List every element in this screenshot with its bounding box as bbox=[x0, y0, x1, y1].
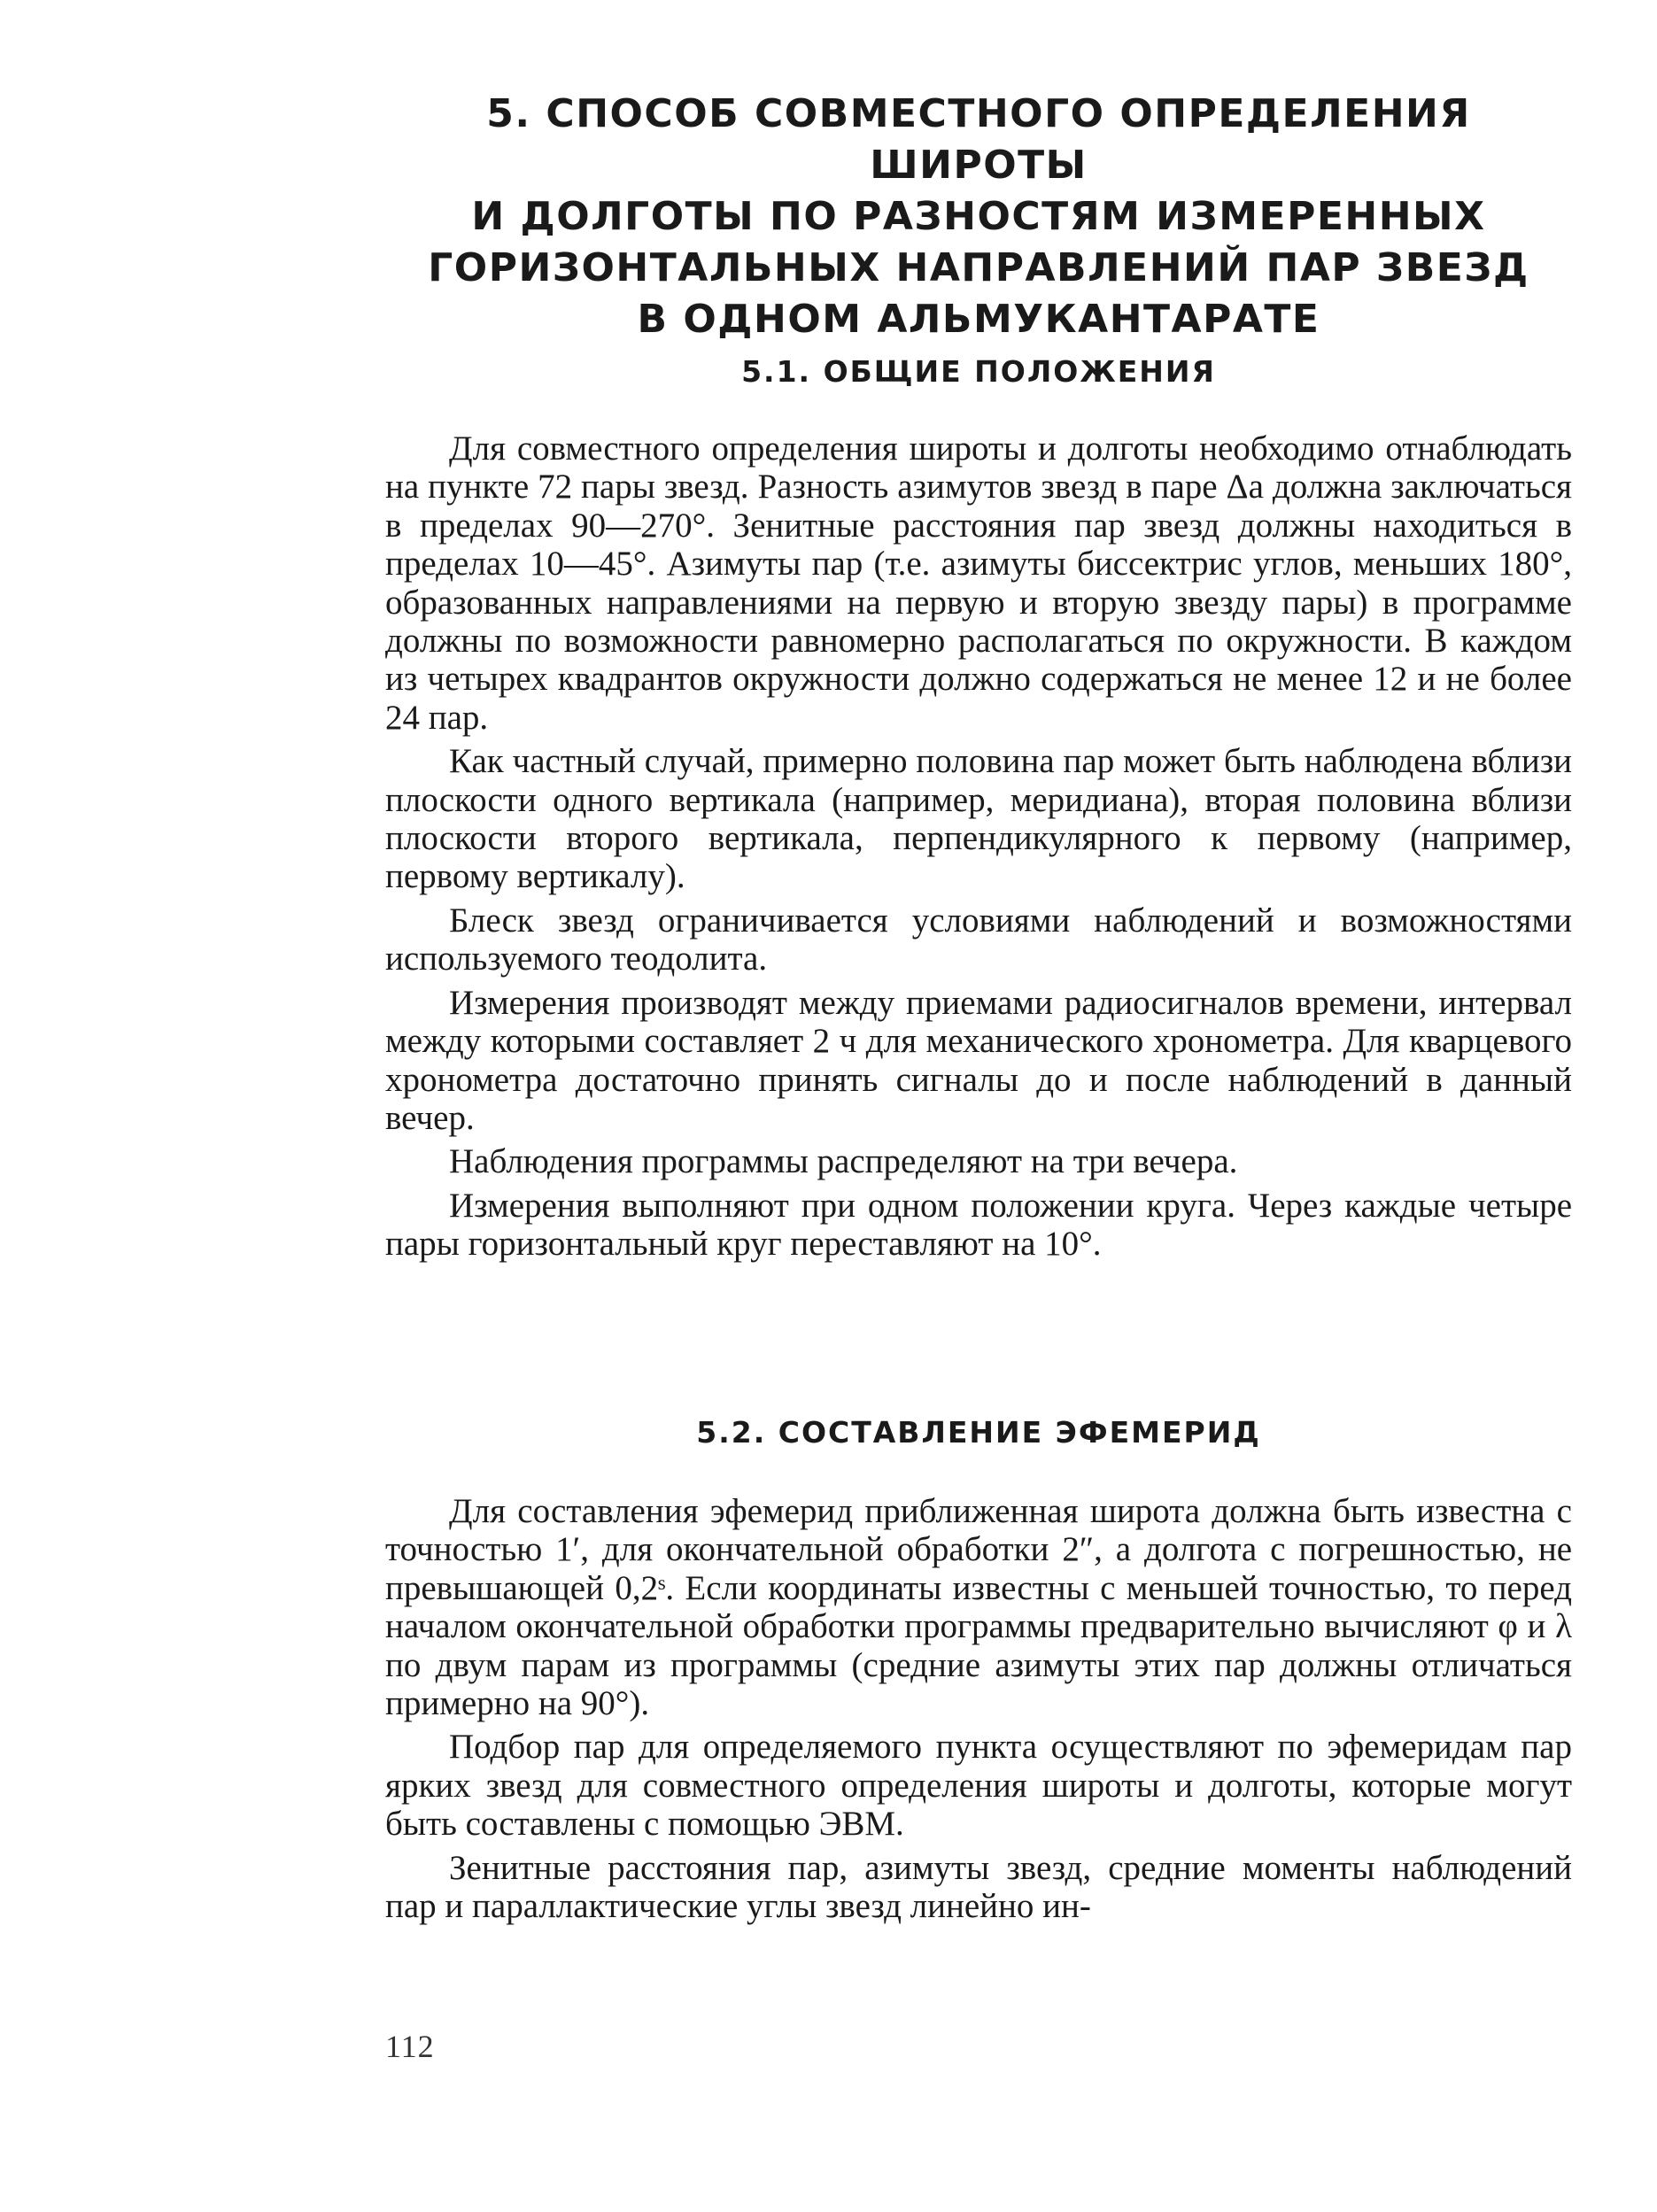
section-body-general-provisions bbox=[385, 429, 1572, 1269]
chapter-title-line: ГОРИЗОНТАЛЬНЫХ НАПРАВЛЕНИЙ ПАР ЗВЕЗД bbox=[428, 245, 1529, 290]
paragraph: Измерения производят между приемами радиосигналов времени, интервал между которыми составляет 2 ч для механического хронометра. Для кварцевого хронометра достаточно принять сигналы до и после наблюдений в данный вечер. bbox=[385, 983, 1572, 1137]
paragraph: Зенитные расстояния пар, азимуты звезд, средние моменты наблюдений пар и параллактические углы звезд линейно ин- bbox=[385, 1848, 1572, 1926]
section-body-ephemeris bbox=[385, 1492, 1572, 1930]
document-page bbox=[385, 89, 1572, 1926]
paragraph: Наблюдения программы распределяют на три вечера. bbox=[449, 1142, 1238, 1181]
section-title-ephemeris: 5.2. СОСТАВЛЕНИЕ ЭФЕМЕРИД bbox=[696, 1415, 1261, 1450]
section-title-general-provisions: 5.1. ОБЩИЕ ПОЛОЖЕНИЯ bbox=[741, 354, 1216, 389]
paragraph: Для составления эфемерид приближенная широта должна быть известна с точностью 1′, для окончательной обработки 2″, а долгота с погрешностью, не превышающей 0,2ˢ. Если координаты известны с меньшей точностью, то перед началом окончательной обработки программы предварительно вычисляют φ и λ по двум парам из программы (средние азимуты этих пар должны отличаться примерно на 90°). bbox=[385, 1492, 1572, 1723]
chapter-title-line: И ДОЛГОТЫ ПО РАЗНОСТЯМ ИЗМЕРЕННЫХ bbox=[471, 194, 1486, 239]
chapter-title bbox=[385, 89, 1572, 345]
paragraph: Блеск звезд ограничивается условиями наблюдений и возможностями используемого теодолита. bbox=[385, 901, 1572, 978]
chapter-title-line: 5. СПОСОБ СОВМЕСТНОГО ОПРЕДЕЛЕНИЯ ШИРОТЫ bbox=[486, 91, 1471, 188]
page-number: 112 bbox=[385, 2029, 435, 2064]
paragraph: Измерения выполняют при одном положении круга. Через каждые четыре пары горизонтальный круг переставляют на 10°. bbox=[385, 1186, 1572, 1264]
paragraph: Как частный случай, примерно половина пар может быть наблюдена вблизи плоскости одного вертикала (например, меридиана), вторая половина вблизи плоскости второго вертикала, перпендикулярного к первому (например, первому вертикалу). bbox=[385, 742, 1572, 896]
paragraph: Подбор пар для определяемого пункта осуществляют по эфемеридам пар ярких звезд для совместного определения широты и долготы, которые могут быть составлены с помощью ЭВМ. bbox=[385, 1728, 1572, 1844]
paragraph: Для совместного определения широты и долготы необходимо отнаблюдать на пункте 72 пары звезд. Разность азимутов звезд в паре Δa должна заключаться в пределах 90—270°. Зенитные расстояния пар звезд должны находиться в пределах 10—45°. Азимуты пар (т.е. азимуты биссектрис углов, меньших 180°, образованных направлениями на первую и вторую звезду пары) в программе должны по возможности равномерно располагаться по окружности. В каждом из четырех квадрантов окружности должно содержаться не менее 12 и не более 24 пар. bbox=[385, 429, 1572, 737]
chapter-title-line: В ОДНОМ АЛЬМУКАНТАРАТЕ bbox=[637, 297, 1320, 342]
